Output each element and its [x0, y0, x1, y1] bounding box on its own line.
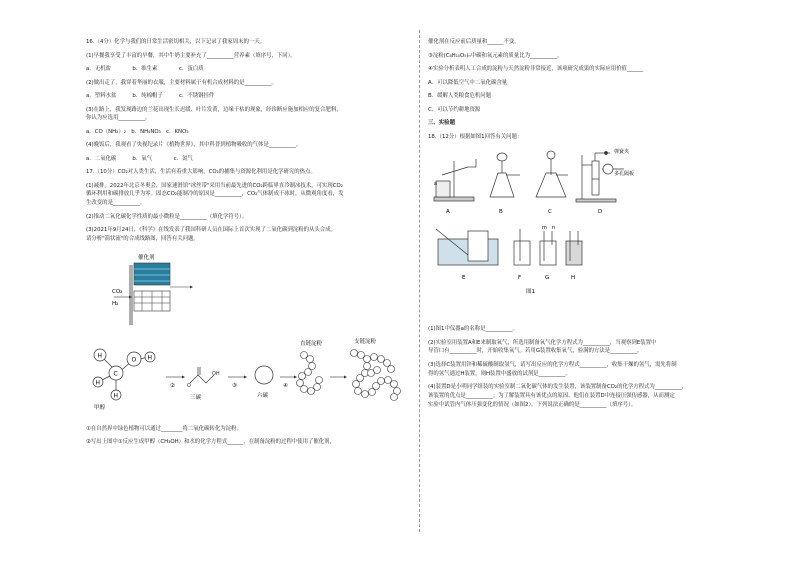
label-h: H — [571, 275, 576, 282]
co2-label: CO₂ — [112, 288, 123, 295]
q17-cont-line: 催化剂在反应前后质量和______不变。 — [428, 39, 520, 45]
label-f: F — [518, 275, 522, 282]
amylopectin-label: 支链淀粉 — [354, 338, 377, 345]
h-atom-2-label: H — [147, 354, 153, 362]
q18-part4-cont2: 实验中试管内气体压强变化的情况（如图2）。下列说法正确的是__________（填序号）。 — [428, 401, 637, 408]
amylopectin-chain — [351, 349, 401, 400]
q16-part2: (2)做出走了，我穿着华丽的衣服，主要材料属于有机合成材料的是__________。 — [86, 79, 277, 86]
catalyst-label: 催化剂 — [138, 254, 155, 261]
q16-part4-options: a．二氧化碳 b．氧气 c．氮气 — [86, 155, 193, 162]
apparatus-h — [566, 231, 582, 265]
q16-part3-cont: 你认为应选用__________。 — [86, 115, 151, 122]
q17-part3-item1: ①在自然界中绿色植物可以通过________将二氧化碳转化为淀粉。 — [86, 425, 242, 432]
q17-part1-cont: 循环利用和碳排放几乎为零。固态CO₂能制冷的原因是__________，CO₂气体制成干冰时，从微观角度看，发 — [86, 191, 344, 198]
q17-part3-cont: 请分析"箭状流"的合成线路图，回答有关问题。 — [86, 235, 199, 242]
right-column — [428, 38, 728, 409]
q17-option-a: A．可以降低空气中二氧化碳含量 — [428, 79, 508, 86]
amylose-label: 直链淀粉 — [300, 340, 323, 347]
apparatus-g — [540, 231, 556, 265]
methanol-label: 甲醇 — [94, 404, 106, 411]
label-m: m — [542, 225, 547, 232]
svg-text:O: O — [187, 382, 191, 389]
q18-part4: (4)装置D是小明同学组装的实验室制二氧化碳气体的发生装置，该装置制备CO₂的化学方程式为__________， — [428, 384, 688, 391]
porous-plate-label: 多孔隔板 — [614, 171, 635, 178]
q18-part4-cont: 该装置的优点是__________；为了解装置具有该优点的原因，他们在装置D中连接压强传感器，从而测定 — [428, 392, 675, 399]
q17-part3-item2: ②写出上图中①反应生成甲醇（CH₃OH）和水的化学方程式______，在制备淀粉的过程中使用了催化剂， — [86, 439, 335, 446]
q16-part1: (1)早餐我享受了丰富的早餐，其中牛奶主要补充了__________营养素（填序号，下同）。 — [86, 52, 296, 59]
label-b: B — [499, 209, 503, 216]
q18-part2: (2)实验室用装置A和E来制取氧气，所选用制备氧气化学方程式为__________，当观察到E装置中 — [428, 339, 657, 346]
q16-part3-options: a．CO（NH₂）₂ b．NH₄NO₃ c．KNO₃ — [86, 128, 189, 135]
label-a-small: a — [434, 181, 438, 188]
q16-title: 16.（4分）化学与我们的日常生活密切相关，以下记录了我家周末的一天。 — [86, 39, 266, 45]
q17-part2: (2)推动二氧化碳化学性质的最小微粒是__________（填化学符号）。 — [86, 213, 248, 220]
apparatus-f — [514, 229, 530, 265]
h-atom-4-label: H — [113, 392, 119, 400]
label-e: E — [462, 275, 466, 282]
triose-skeleton — [190, 375, 214, 383]
q18-part3: (3)选择C装置用锌和稀硫酸制取氢气，请写出反应的化学方程式__________，收集干燥的氢气，需先将制 — [428, 361, 677, 368]
q17-part3-item3: ③淀粉(C₆H₁₀O₅)ₙ中碳和氧元素的质量比为__________。 — [428, 52, 563, 59]
left-column — [86, 38, 412, 447]
svg-text:OH: OH — [212, 370, 220, 377]
starch-synthesis-diagram — [86, 337, 412, 423]
step4-label: ④ — [283, 382, 288, 389]
q17-part3-item4: ④实验分析表明人工合成的淀粉与天然淀粉非常接近，该项研究成果的实际应用价值______ — [428, 66, 644, 72]
q16-part1-options: a．无机盐 b．维生素 c．蛋白质 — [86, 66, 204, 72]
h-atom-label: H — [97, 352, 103, 360]
q17-part3: (3)2021年9月24日，《科学》在线发表了我国科研人员在国际上首次实现了二氧化碳到淀粉的从头合成。 — [86, 227, 336, 234]
label-n: n — [552, 225, 556, 232]
h2-label: H₂ — [112, 300, 119, 307]
amylose-chain — [297, 351, 323, 394]
apparatus-b — [490, 153, 520, 197]
reactor-diagram — [94, 251, 204, 331]
q16-part2-options: a．塑料水盆 b．纯棉帽子 c．不锈钢挂件 — [86, 93, 215, 99]
q16-part4: (4)晚饭后，我观看了央视纪录片《植物世界》，其中科普到植物吸收的气体是__________。 — [86, 142, 302, 149]
q18-part1: (1)图1中仪器a的名称是__________。 — [428, 326, 518, 333]
o-atom-label: O — [131, 356, 137, 364]
q17-part1: (1)减排。2022年北京冬奥会，国家速滑馆"冰丝带"采用当前最先进的CO₂跨临界直冷制冰技术，可实现CO₂ — [86, 182, 343, 189]
q17-option-b: B．缓解人类粮食危机问题 — [428, 93, 491, 99]
h-atom-3-label: H — [95, 379, 101, 387]
spring-clip-label: 弹簧夹 — [614, 149, 630, 156]
apparatus-a — [434, 159, 476, 201]
column-divider — [419, 30, 420, 532]
label-c: C — [548, 209, 552, 216]
hexose-ring — [255, 366, 273, 384]
q17-option-c: C．可以节约耕地资源 — [428, 106, 481, 113]
step2-label: ② — [170, 382, 175, 389]
apparatus-e — [436, 229, 498, 265]
hexose-label: 六碳 — [257, 392, 269, 399]
catalyst-block — [134, 263, 170, 285]
q18-title: 18.（12分）根据如图1回答有关问题： — [428, 133, 523, 140]
q17-title: 17.（10分）CO₂对人类生活，生活有着重大影响，CO₂的捕集与资源化利用是化学研究的热点。 — [86, 169, 316, 176]
q18-part2-cont: 导管口有__________时，开始收集氧气。若用G装置收集氧气，验满的方法是__________。 — [428, 348, 643, 355]
label-g: G — [545, 275, 550, 282]
triose-label: 三碳 — [190, 394, 202, 401]
step3-label: ③ — [232, 382, 237, 389]
c-atom-label: C — [113, 370, 118, 378]
q18-part3-cont: 得的氢气通过H装置，则H装置中盛放的试剂是__________。 — [428, 370, 571, 377]
apparatus-c — [536, 151, 568, 197]
section-title: 三、实验题 — [428, 120, 455, 126]
label-d: D — [598, 209, 603, 216]
label-a: A — [446, 209, 450, 216]
q16-part3: (3)在路上，我发现路边的兰花出现生长迟缓、叶片发黄，边缘干枯的现象，经诊断应施加相应的复合肥料， — [86, 106, 342, 113]
q17-part1-cont2: 生改变的是__________。 — [86, 200, 146, 207]
figure-caption: 图1 — [526, 289, 535, 296]
apparatus-figure — [428, 145, 728, 325]
